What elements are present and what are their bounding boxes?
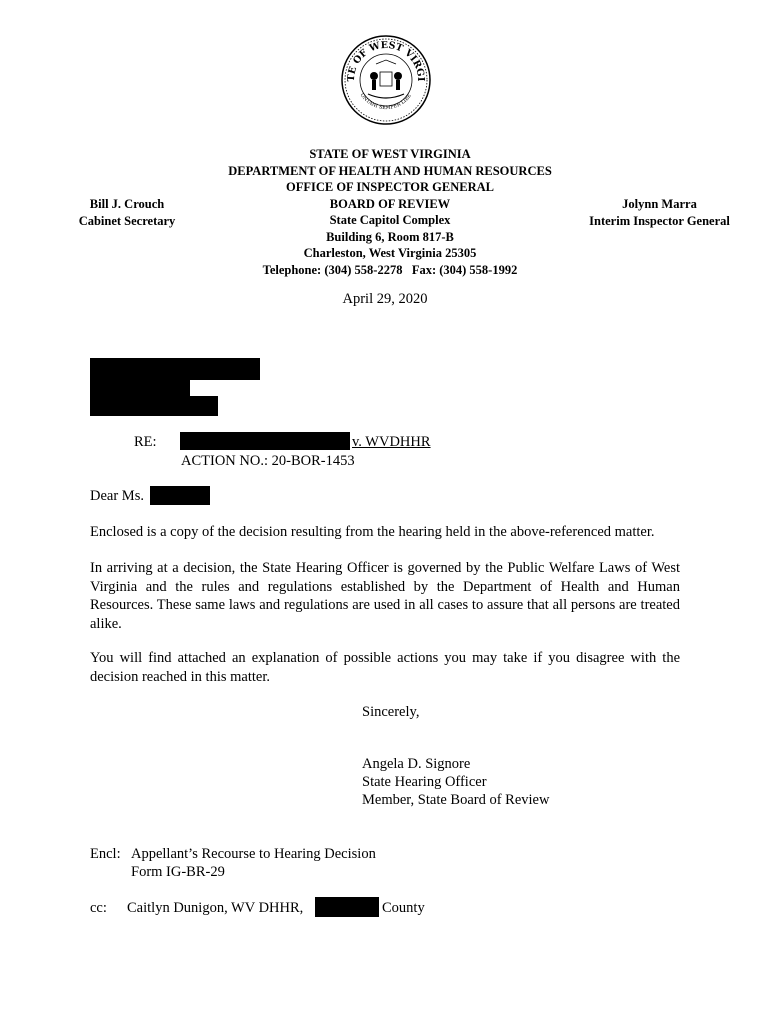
action-number: ACTION NO.: 20-BOR-1453 bbox=[181, 453, 355, 469]
cc-county-suffix: County bbox=[382, 900, 425, 916]
letterhead-line: STATE OF WEST VIRGINIA bbox=[309, 147, 471, 161]
letterhead bbox=[200, 146, 580, 278]
signer-name: Angela D. Signore bbox=[362, 756, 471, 772]
letterhead-line: Building 6, Room 817-B bbox=[326, 229, 454, 244]
paragraph: In arriving at a decision, the State Hearing Officer is governed by the Public Welfare Laws of West Virginia and the rules and regulations established by the Department of Health and Human Resources. These same laws and regulations are used in all cases to assure that all persons are treated alike. bbox=[90, 560, 680, 632]
letterhead-line: State Capitol Complex bbox=[329, 213, 451, 227]
secretary-title: Cabinet Secretary bbox=[78, 213, 176, 228]
seal-motto: ONTANI SEMPER LIBE bbox=[358, 92, 413, 112]
cc-label: cc: bbox=[90, 900, 107, 916]
inspector-name: Jolynn Marra bbox=[622, 197, 697, 211]
cc-recipient: Caitlyn Dunigon, WV DHHR, bbox=[127, 900, 304, 916]
secretary-name: Bill J. Crouch bbox=[89, 197, 165, 211]
redacted-recipient-surname bbox=[150, 486, 210, 505]
enclosure-label: Encl: bbox=[90, 846, 121, 862]
re-case-suffix: v. WVDHHR bbox=[352, 434, 431, 450]
redacted-address-line bbox=[90, 396, 218, 416]
letterhead-line: DEPARTMENT OF HEALTH AND HUMAN RESOURCES bbox=[228, 163, 552, 178]
svg-text:STATE OF WEST VIRGINIA bbox=[340, 34, 426, 82]
redacted-county bbox=[315, 897, 379, 917]
redacted-appellant-name bbox=[180, 432, 350, 450]
letterhead-line: Telephone: (304) 558-2278 Fax: (304) 558-1992 bbox=[262, 262, 518, 277]
paragraph: You will find attached an explanation of possible actions you may take if you disagree with the decision reached in this matter. bbox=[90, 650, 680, 685]
letter-date: April 29, 2020 bbox=[342, 291, 428, 307]
closing: Sincerely, bbox=[362, 704, 420, 720]
paragraph: Enclosed is a copy of the decision resulting from the hearing held in the above-referenced matter. bbox=[90, 524, 655, 540]
secretary-block bbox=[62, 196, 192, 229]
redacted-address-line bbox=[90, 378, 190, 398]
re-label: RE: bbox=[134, 434, 157, 450]
letterhead-line: BOARD OF REVIEW bbox=[329, 196, 451, 211]
enclosure-line: Appellant’s Recourse to Hearing Decision bbox=[131, 846, 376, 862]
seal-outer-text: TE OF WEST VIRGI bbox=[345, 39, 427, 82]
salutation: Dear Ms. bbox=[90, 488, 144, 504]
redacted-address-line bbox=[90, 358, 260, 380]
inspector-title: Interim Inspector General bbox=[589, 213, 730, 228]
signer-title: State Hearing Officer bbox=[362, 774, 487, 790]
letterhead-line: Charleston, West Virginia 25305 bbox=[303, 246, 477, 260]
signer-membership: Member, State Board of Review bbox=[362, 792, 550, 808]
letterhead-line: OFFICE OF INSPECTOR GENERAL bbox=[285, 180, 494, 194]
inspector-block bbox=[582, 196, 737, 229]
state-seal bbox=[340, 34, 432, 126]
enclosure-form: Form IG-BR-29 bbox=[131, 864, 225, 880]
